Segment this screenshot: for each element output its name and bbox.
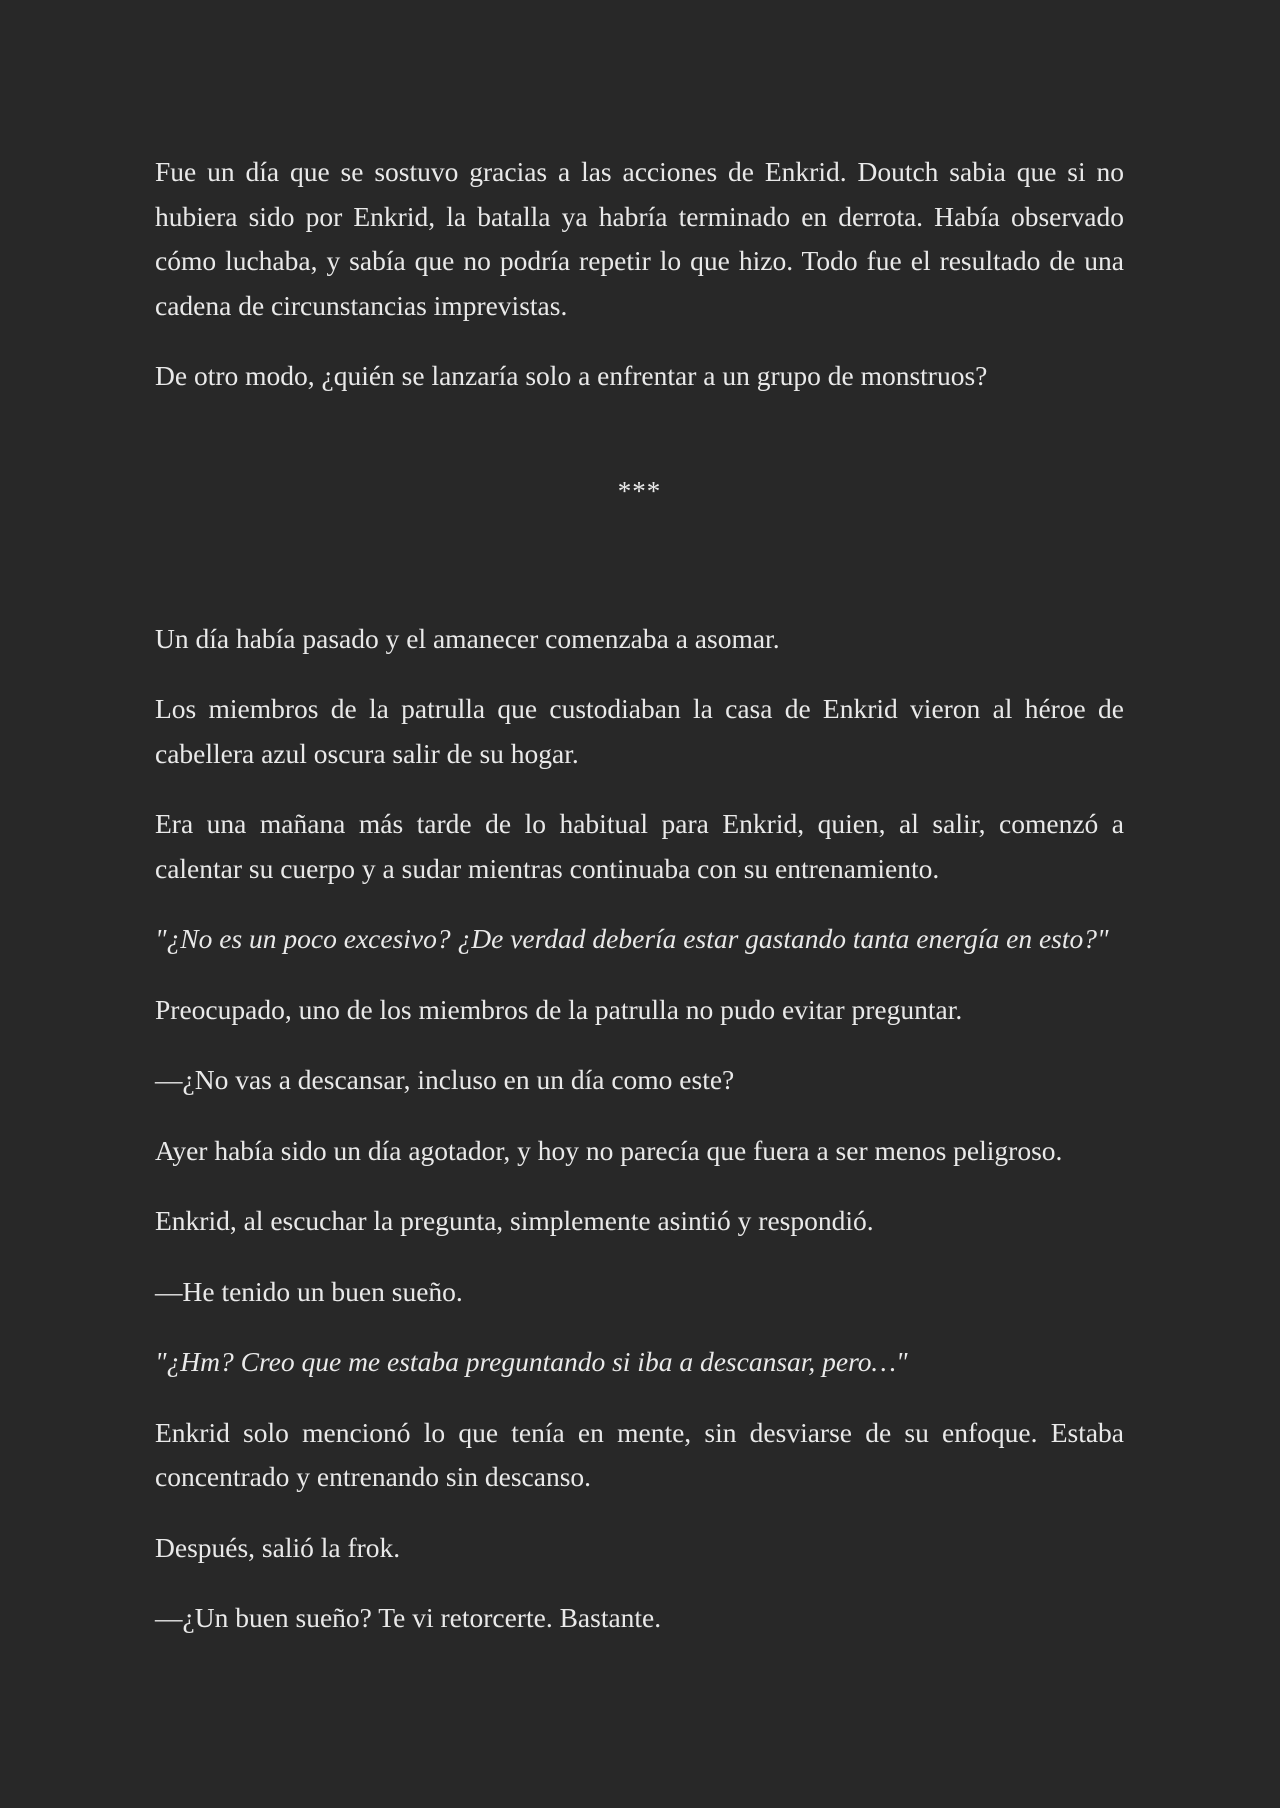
paragraph: Fue un día que se sostuvo gracias a las acciones de Enkrid. Doutch sabia que si no hubiera sido por Enkrid, la batalla ya habría terminado en derrota. Había observado cómo luchaba, y sabía que no podría repetir lo que hizo. Todo fue el resultado de una cadena de circunstancias imprevistas. — [155, 156, 1124, 321]
thought-paragraph: "¿Hm? Creo que me estaba preguntando si iba a descansar, pero…" — [155, 1346, 908, 1377]
chapter-text — [155, 150, 1124, 1667]
thought-paragraph: "¿No es un poco excesivo? ¿De verdad debería estar gastando tanta energía en esto?" — [155, 923, 1109, 954]
paragraph: Ayer había sido un día agotador, y hoy no parecía que fuera a ser menos peligroso. — [155, 1134, 1063, 1166]
paragraph: Los miembros de la patrulla que custodiaban la casa de Enkrid vieron al héroe de cabellera azul oscura salir de su hogar. — [155, 693, 1124, 769]
paragraph: Después, salió la frok. — [155, 1531, 401, 1563]
scene-separator: *** — [617, 475, 662, 506]
paragraph: De otro modo, ¿quién se lanzaría solo a enfrentar a un grupo de monstruos? — [155, 360, 988, 391]
paragraph: Enkrid solo mencionó lo que tenía en mente, sin desviarse de su enfoque. Estaba concentrado y entrenando sin descanso. — [155, 1416, 1124, 1492]
dialogue-paragraph: —He tenido un buen sueño. — [155, 1275, 463, 1307]
dialogue-paragraph: —¿Un buen sueño? Te vi retorcerte. Bastante. — [155, 1602, 662, 1633]
dialogue-paragraph: —¿No vas a descansar, incluso en un día como este? — [155, 1064, 735, 1095]
paragraph: Enkrid, al escuchar la pregunta, simplemente asintió y respondió. — [155, 1205, 874, 1236]
paragraph: Preocupado, uno de los miembros de la patrulla no pudo evitar preguntar. — [155, 993, 963, 1025]
paragraph: Era una mañana más tarde de lo habitual para Enkrid, quien, al salir, comenzó a calentar su cuerpo y a sudar mientras continuaba con su entrenamiento. — [155, 808, 1124, 884]
paragraph: Un día había pasado y el amanecer comenzaba a asomar. — [155, 622, 780, 654]
